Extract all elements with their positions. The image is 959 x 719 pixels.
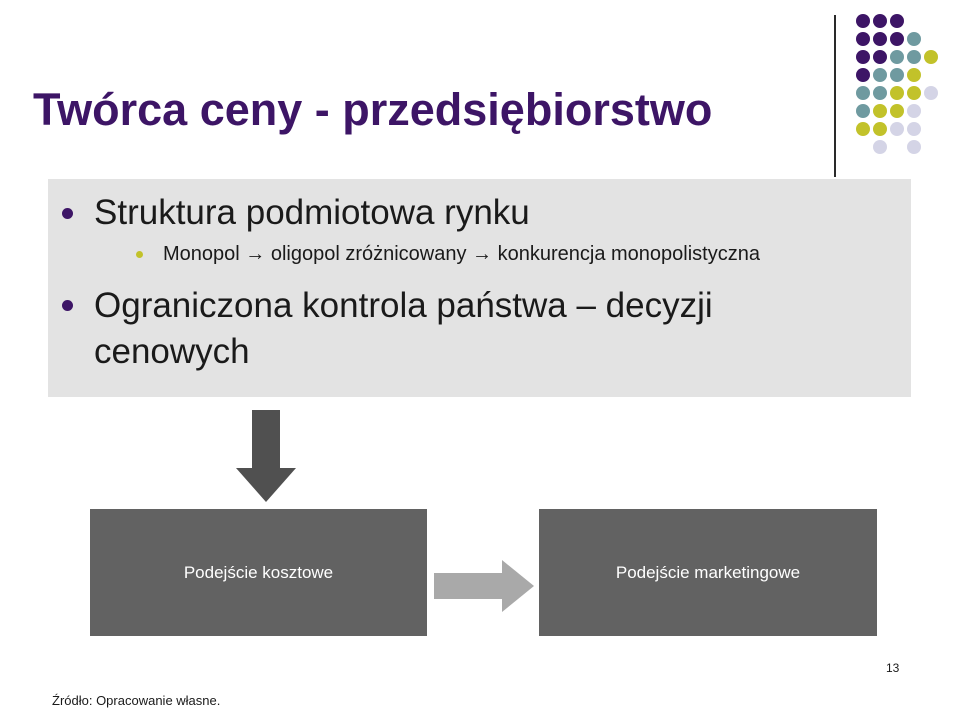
right-arrow-icon: [434, 560, 534, 612]
dot: [856, 32, 870, 46]
dot: [856, 50, 870, 64]
down-arrow-icon: [236, 410, 296, 502]
marketing-approach-box: [539, 509, 877, 636]
dot: [873, 50, 887, 64]
cost-approach-box: [90, 509, 427, 636]
bullet-1-sub-marker: [136, 251, 143, 258]
bullet-2-text-line1: Ograniczona kontrola państwa – decyzji: [94, 286, 713, 325]
slide-title: Twórca ceny - przedsiębiorstwo: [33, 84, 713, 135]
dot: [890, 32, 904, 46]
dot: [873, 86, 887, 100]
dot: [907, 32, 921, 46]
bullet-1-sub-text: Monopol → oligopol zróżnicowany → konkurencja monopolistyczna: [163, 243, 760, 265]
dot: [873, 140, 887, 154]
dot: [890, 104, 904, 118]
dot: [907, 140, 921, 154]
dot: [856, 86, 870, 100]
dot: [856, 122, 870, 136]
dot: [890, 122, 904, 136]
dot: [873, 104, 887, 118]
marketing-approach-label: Podejście marketingowe: [615, 562, 801, 582]
dot: [856, 14, 870, 28]
dot: [907, 122, 921, 136]
dot: [856, 104, 870, 118]
dot: [907, 50, 921, 64]
dot: [873, 14, 887, 28]
dot: [856, 68, 870, 82]
bullet-2-marker: [62, 300, 73, 311]
bullet-1-text: Struktura podmiotowa rynku: [94, 193, 530, 232]
dot: [873, 68, 887, 82]
page-number: 13: [886, 661, 900, 675]
dot: [907, 86, 921, 100]
dot: [907, 104, 921, 118]
bullet-1-marker: [62, 208, 73, 219]
dot: [890, 50, 904, 64]
dot: [924, 50, 938, 64]
dot: [924, 86, 938, 100]
dot: [873, 122, 887, 136]
bullet-2-text-line2: cenowych: [94, 332, 250, 371]
dot: [873, 32, 887, 46]
title-divider-line: [834, 15, 836, 177]
cost-approach-label: Podejście kosztowe: [183, 562, 334, 582]
dot: [890, 14, 904, 28]
dot: [907, 68, 921, 82]
dot: [890, 68, 904, 82]
dot: [890, 86, 904, 100]
source-note: Źródło: Opracowanie własne.: [52, 693, 221, 708]
